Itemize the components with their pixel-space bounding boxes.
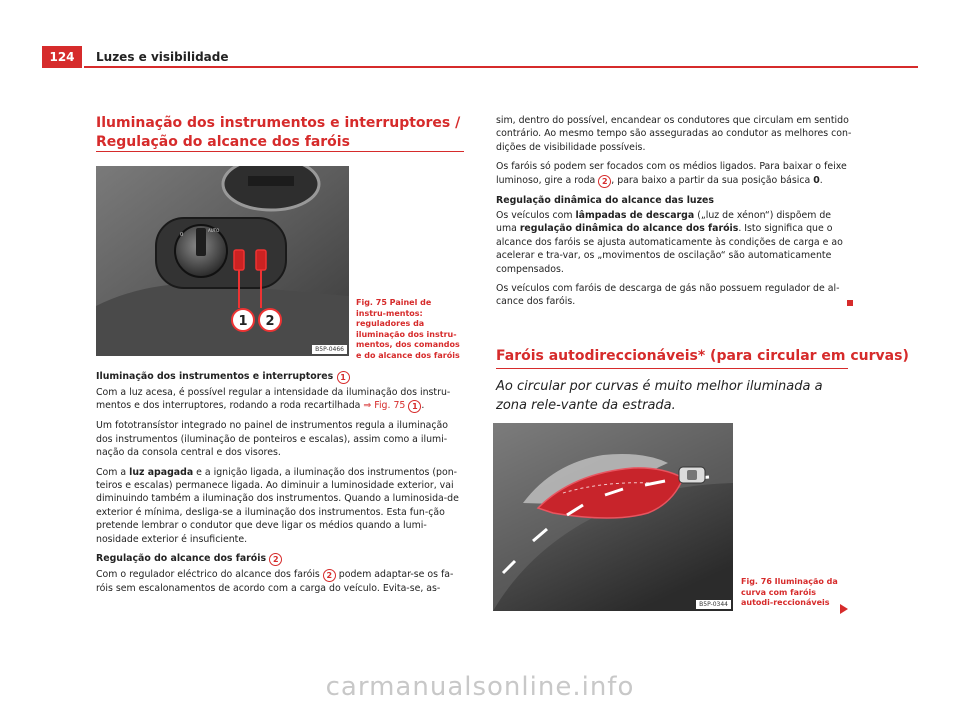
left-column-text: [96, 370, 464, 601]
right-column-text: [496, 114, 852, 315]
subheading-dynamic-range: Regulação dinâmica do alcance das luzes: [496, 194, 715, 206]
paragraph-text: Com a: [96, 466, 130, 478]
figure-76-image: [493, 423, 733, 611]
figure-label-2: 2: [265, 314, 275, 329]
section-rule: [96, 151, 464, 152]
figure-code: B5P-0466: [312, 345, 347, 354]
paragraph: sim, dentro do possível, encandear os condutores que circulam em sentido contrário. Ao mesmo tempo são asseguradas ao condutor as melhores con-dições de visibilidade possíveis.: [496, 115, 852, 153]
figure-75-caption: Fig. 75 Painel de instru-mentos: reguladores da iluminação dos instru-mentos, dos comandos e do alcance dos faróis: [356, 298, 460, 360]
callout-badge: 1: [408, 400, 421, 413]
page-number: 124: [42, 46, 82, 68]
subheading-text: Regulação do alcance dos faróis: [96, 553, 267, 565]
switch-label-auto: AUTO: [208, 228, 220, 233]
paragraph-text: e a ignição ligada, a iluminação dos instrumentos (pon-teiros e escalas) permanece ligada. Ao diminuir a luminosidade exterior, vai diminuindo também a iluminação dos instrumentos. Quando a luminosida-de exterior é mínima, desliga-se a iluminação dos instrumentos. Esta fun-ção pretende lembrar o condutor que deve ligar os médios quando a lumi-nosidade exterior é insuficiente.: [96, 466, 459, 545]
section-2-title: Faróis autodireccionáveis* (para circular em curvas): [496, 348, 909, 364]
figure-code: B5P-0344: [696, 600, 731, 609]
paragraph-text: . Isto significa que o alcance dos faróis se ajusta automaticamente às condições de carga e ao acelerar e tra-var, os „movimentos de oscilação“ são automaticamente compensados.: [496, 223, 843, 275]
paragraph: [96, 568, 464, 595]
section-end-marker: [847, 300, 853, 306]
callout-badge: 2: [269, 553, 282, 566]
paragraph: Um fototransístor integrado no painel de instrumentos regula a iluminação dos instrumentos (iluminação de ponteiros e escalas), assim como a ilumi-nação da consola central e dos visores.: [96, 420, 449, 459]
watermark: carmanualsonline.info: [325, 672, 635, 702]
header-rule: [84, 66, 918, 68]
figure-reference-link[interactable]: ⇒ Fig. 75: [363, 400, 406, 412]
subheading-headlight-range: [96, 552, 464, 566]
figure-75-image: [96, 166, 349, 356]
paragraph: [96, 386, 464, 413]
figure-76-caption: Fig. 76 Iluminação da curva com faróis autodi-reccionáveis: [741, 577, 838, 607]
continue-arrow-icon: [840, 604, 848, 614]
bold-term: lâmpadas de descarga: [575, 210, 695, 222]
section-title: Iluminação dos instrumentos e interruptores / Regulação do alcance dos faróis: [96, 115, 461, 150]
paragraph: Os veículos com faróis de descarga de gás não possuem regulador de al-cance dos faróis.: [496, 283, 840, 308]
paragraph-text: Os veículos com: [496, 210, 576, 222]
paragraph-text: Os faróis só podem ser focados com os médios ligados. Para baixar o feixe luminoso, gire a roda: [496, 161, 847, 186]
bold-term: regulação dinâmica do alcance dos faróis: [519, 223, 739, 235]
bold-term: 0: [813, 174, 820, 186]
section-2-lead: Ao circular por curvas é muito melhor iluminada a zona rele-vante da estrada.: [496, 379, 823, 413]
section-rule: [496, 368, 848, 369]
paragraph: [96, 466, 464, 546]
paragraph-text: Com o regulador eléctrico do alcance dos faróis: [96, 569, 323, 581]
callout-badge: 2: [598, 175, 611, 188]
paragraph: [496, 160, 852, 187]
paragraph-text: („luz de xénon“) dispõem de uma: [496, 210, 832, 235]
figure-label-1: 1: [238, 314, 248, 329]
subheading-instrument-lighting: [96, 370, 464, 384]
paragraph: [496, 209, 852, 276]
chapter-title: Luzes e visibilidade: [96, 50, 229, 64]
paragraph-text: , para baixo a partir da sua posição básica: [611, 174, 814, 186]
bold-term: luz apagada: [129, 466, 194, 478]
paragraph-text: .: [819, 174, 823, 186]
callout-badge: 2: [323, 569, 336, 582]
subheading-text: Iluminação dos instrumentos e interruptores: [96, 371, 334, 382]
callout-badge: 1: [337, 371, 350, 384]
paragraph-text: podem adaptar-se os fa-róis sem escalonamentos de acordo com a carga do veículo. Evita-se, as-: [96, 569, 454, 595]
paragraph-text: Com a luz acesa, é possível regular a intensidade da iluminação dos instru-mentos e dos interruptores, rodando a roda recartilhada: [96, 387, 451, 412]
switch-label-zero: 0: [180, 232, 184, 238]
paragraph-text: .: [421, 400, 425, 412]
